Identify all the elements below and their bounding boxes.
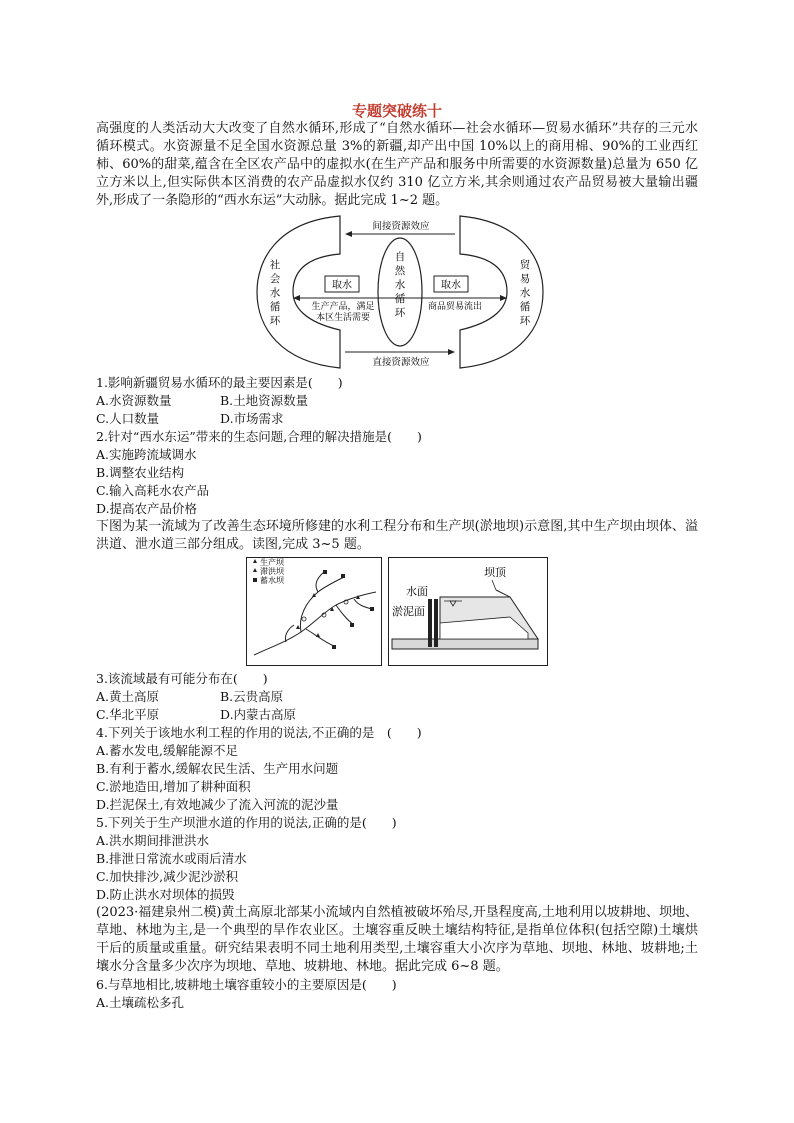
question-2-stem: 2.针对“西水东运”带来的生态问题,合理的解决措施是( )	[96, 429, 422, 444]
natural-cycle-vertical	[395, 250, 406, 319]
social-cycle-text: 社会水循环	[269, 259, 281, 327]
silt-surface-label: 淤泥面	[392, 605, 425, 618]
social-cycle-vertical	[270, 258, 281, 327]
production-text-line1: 生产产品，满足	[311, 302, 375, 312]
dam-base	[392, 639, 538, 649]
q4-option-b: B.有利于蓄水,缓解农民生活、生产用水问题	[96, 761, 339, 776]
q2-option-a: A.实施跨流域调水	[96, 447, 197, 462]
q3-option-c: C.华北平原	[96, 707, 160, 722]
dam-marker	[341, 574, 345, 578]
dam-top-label: 坝顶	[484, 566, 506, 579]
dam-marker	[332, 645, 336, 649]
question-5-stem: 5.下列关于生产坝泄水道的作用的说法,正确的是( )	[96, 815, 397, 830]
intro-paragraph-1: 高强度的人类活动大大改变了自然水循环,形成了“自然水循环—社会水循环—贸易水循环”共存的三元水循环模式。水资源量不足全国水资源总量 3%的新疆,却产出中国 10%以上的商用棉、90%的工业西红柿、60%的甜菜,蕴含在全区农产品中的虚拟水(在生产产品和服务中所需要的水资源数量)总量为 650 亿立方米以上,但实际供本区消费的农产品虚拟水仅约 310 亿立方米,其余则通过农产品贸易被大量输出疆外,形成了一条隐形的“西水东运”大动脉。据此完成 1~2 题。	[96, 121, 698, 208]
legend-storage-dam-symbol	[253, 578, 257, 582]
q1-option-d: D.市场需求	[220, 411, 284, 426]
take-water-left-text: 取水	[332, 280, 352, 291]
dam-marker	[350, 623, 354, 627]
legend-flood-dam: 滞洪坝	[260, 567, 284, 576]
natural-cycle-text: 自然水循环	[394, 251, 406, 319]
trade-cycle-text: 贸易水循环	[519, 259, 531, 327]
trade-out-text: 商品贸易流出	[427, 302, 483, 312]
q5-option-d: D.防止洪水对坝体的损毁	[96, 887, 235, 902]
question-3-options-row1	[96, 688, 284, 706]
take-water-right-text: 取水	[441, 280, 461, 291]
direct-effect-label: 直接资源效应	[372, 357, 430, 368]
arrow-head-indirect	[345, 231, 352, 237]
question-4-stem: 4.下列关于该地水利工程的作用的说法,不正确的是 ( )	[96, 725, 422, 740]
q3-option-d: D.内蒙古高原	[220, 707, 297, 722]
q2-option-d: D.提高农产品价格	[96, 501, 198, 516]
trade-cycle-shape	[460, 216, 543, 368]
question-1-options-row1	[96, 392, 309, 410]
dam-marker	[370, 607, 374, 611]
question-6-stem: 6.与草地相比,坡耕地土壤容重较小的主要原因是( )	[96, 977, 397, 992]
outlet-pipe-2	[434, 599, 438, 647]
q5-option-b: B.排泄日常流水或雨后清水	[96, 851, 247, 866]
q1-option-a: A.水资源数量	[96, 393, 172, 408]
q2-option-c: C.输入高耗水农产品	[96, 483, 210, 498]
indirect-effect-label: 间接资源效应	[372, 221, 430, 232]
q1-option-c: C.人口数量	[96, 411, 160, 426]
legend-storage-dam: 蓄水坝	[260, 576, 284, 585]
watershed-map	[246, 557, 382, 666]
water-cycle-diagram	[255, 212, 545, 372]
q5-option-a: A.洪水期间排泄洪水	[96, 833, 210, 848]
q6-option-a: A.土壤疏松多孔	[96, 995, 185, 1010]
q2-option-b: B.调整农业结构	[96, 465, 185, 480]
legend-production-dam: 生产坝	[260, 558, 284, 567]
question-1-options-row2	[96, 410, 284, 428]
q1-option-b: B.土地资源数量	[220, 393, 309, 408]
water-surface-label: 水面	[406, 585, 428, 598]
q3-option-a: A.黄土高原	[96, 689, 160, 704]
page-title: 专题突破练十	[351, 102, 442, 120]
q4-option-c: C.淤地造田,增加了耕种面积	[96, 779, 251, 794]
arrow-head-direct	[448, 349, 455, 355]
q5-option-c: C.加快排沙,减少泥沙淤积	[96, 869, 239, 884]
production-text-line2: 本区生活需要	[315, 313, 371, 323]
question-3-stem: 3.该流域最有可能分布在( )	[96, 671, 268, 686]
question-1-stem: 1.影响新疆贸易水循环的最主要因素是( )	[96, 375, 343, 390]
dam-marker	[323, 570, 327, 574]
q4-option-a: A.蓄水发电,缓解能源不足	[96, 743, 238, 758]
trade-cycle-vertical	[520, 259, 531, 327]
intro-paragraph-2: 下图为某一流域为了改善生态环境所修建的水利工程分布和生产坝(淤地坝)示意图,其中生产坝由坝体、溢洪道、泄水道三部分组成。读图,完成 3~5 题。	[96, 519, 698, 552]
intro-paragraph-3: (2023·福建泉州二模)黄土高原北部某小流域内自然植被破坏殆尽,开垦程度高,土地利用以坡耕地、坝地、草地、林地为主,是一个典型的旱作农业区。土壤容重反映土壤结构特征,是指单位体积(包括空隙)土壤烘干后的质量或重量。研究结果表明不同土地利用类型,土壤容重大小次序为草地、坝地、林地、坡耕地;土壤水分含量多少次序为坝地、草地、坡耕地、林地。据此完成 6~8 题。	[96, 905, 698, 974]
question-3-options-row2	[96, 706, 297, 724]
q3-option-b: B.云贵高原	[220, 689, 284, 704]
q4-option-d: D.拦泥保土,有效地减少了流入河流的泥沙量	[96, 797, 339, 812]
outlet-pipe-1	[428, 599, 432, 647]
dam-cross-section	[388, 557, 548, 666]
